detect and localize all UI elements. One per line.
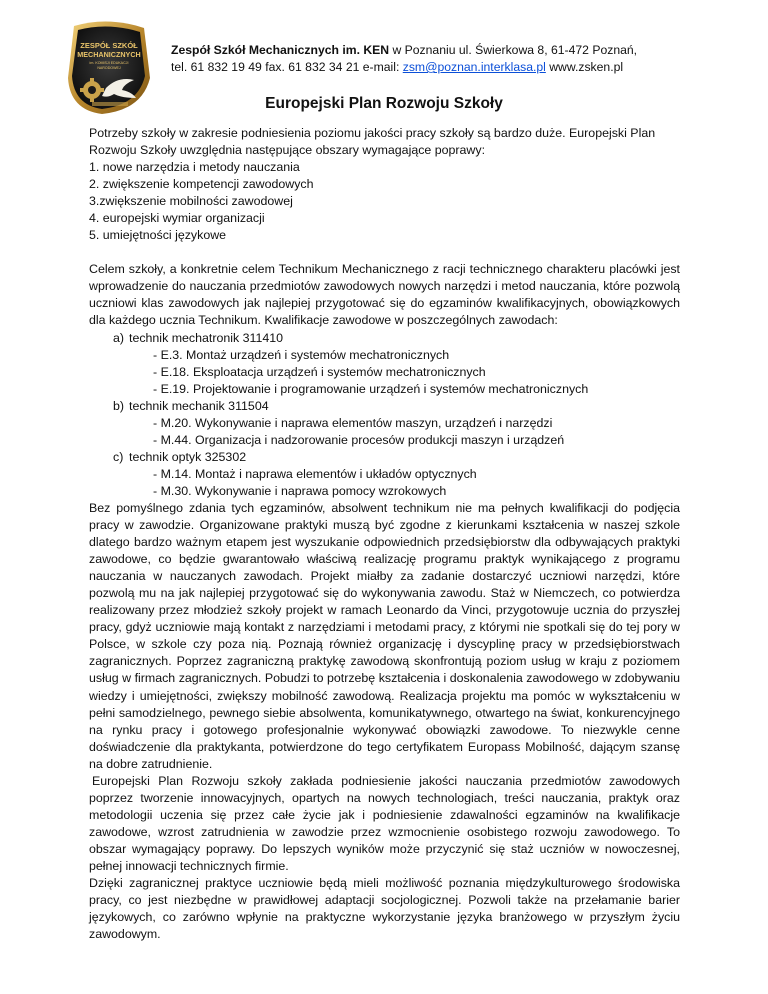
profession-item [113,449,680,466]
logo-text-line-3: im. KOMISJI EDUKACJI [89,61,129,65]
profession-label: c) [113,449,124,464]
letterhead [62,18,722,84]
intro-list-item: 4. europejski wymiar organizacji [89,211,265,226]
contact-line [171,59,637,76]
email-link[interactable]: zsm@poznan.interklasa.pl [402,60,546,74]
intro-list-item: 5. umiejętności językowe [89,228,227,243]
profession-item [113,398,680,415]
plan-paragraph: Europejski Plan Rozwoju szkoły zakłada podniesienie jakości nauczania przedmiotów zawodowych poprzez tworzenie innowacyjnych, opartych na nowych technologiach, treści nauczania, praktyk oraz metodologii uczenia się przez całe życie jak i podniesienie zdawalności egzaminów na kwalifikacje zawodowe, wzrost zatrudnienia w zawodzie przez wzmocnienie osobistego rozwoju zawodowego. To obszar wymagający poprawy. Do lepszych wyników może przyczynić się staż uczniów w nowoczesnej, pełnej innowacji technicznych firmie. [89,773,680,873]
school-address-line [171,42,637,59]
phone-fax: tel. 61 832 19 49 fax. 61 832 34 21 e-mail: [171,60,403,74]
qualification-item: - M.30. Wykonywanie i naprawa pomocy wzrokowych [153,483,447,498]
exam-paragraph: Bez pomyślnego zdania tych egzaminów, absolwent technikum nie ma pełnych kwalifikacji do podjęcia pracy w zawodzie. Organizowane praktyki muszą być zgodne z kierunkami kształcenia w naszej szkole dlatego bardzo ważnym etapem jest wyszukanie odpowiednich przedsiębiorstw dla odbywających praktyki zawodowe, co będzie gwarantowało właściwą realizację programu praktyk wynikającego z programu nauczania w nauczanych zawodach. Projekt miałby za zadanie dostarczyć uczniowi narzędzi, które pozwolą mu na jak najlepiej przygotować się do wykonywania zawodu. Staż w Niemczech, co potwierdza realizowany przez młodzież szkoły projekt w ramach Leonardo da Vinci, przygotowuje ucznia do przyszłej pracy, gdyż uczniowie mają kontakt z narzędziami i metodami pracy, z którymi nie spotkali się do tej pory w Polsce, w szkole czy poza nią. Poznają również organizację i dyscyplinę pracy w przedsiębiorstwach zagranicznych. Poprzez zagraniczną praktykę zawodową skonfrontują poziom usług w kraju z poziomem usług w firmach zagranicznych. Pobudzi to potrzebę kształcenia i doskonalenia zawodowego w zdobywaniu wiedzy i umiejętności, zwiększy mobilność zawodową. Realizacja projektu ma pomóc w wykształceniu w pełni samodzielnego, pewnego siebie absolwenta, komunikatywnego, otwartego na świat, konkurencyjnego na rynku pracy i gotowego profesjonalnie wykonywać obowiązki zawodowe. To niezwykle cenne doświadczenie dla praktykanta, potwierdzone do tego certyfikatem Europass Mobilność, dającym szansę na dobre zatrudnienie. [89,500,680,771]
profession-label: a) [113,330,125,345]
intro-list-item: 3.zwiększenie mobilności zawodowej [89,194,293,209]
qualification-item: - E.3. Montaż urządzeń i systemów mechatronicznych [153,347,450,362]
logo-text-line-2: MECHANICZNYCH [77,50,141,59]
profession-label: b) [113,398,125,413]
document-body [89,125,680,943]
school-contact-block [171,42,637,76]
intro-list-item: 1. nowe narzędzia i metody nauczania [89,160,300,175]
professions-list [89,330,680,500]
qualification-item: - M.14. Montaż i naprawa elementów i układów optycznych [153,466,477,481]
qualification-item: - M.44. Organizacja i nadzorowanie procesów produkcji maszyn i urządzeń [153,432,565,447]
qualification-item: - E.19. Projektowanie i programowanie urządzeń i systemów mechatronicznych [153,381,589,396]
intro-line: Rozwoju Szkoły uwzględnia następujące obszary wymagające poprawy: [89,143,486,158]
website-text: www.zsken.pl [545,60,624,74]
profession-item [113,330,680,347]
intro-line: Potrzeby szkoły w zakresie podniesienia poziomu jakości pracy szkoły są bardzo duże. Europejski Plan [89,126,656,140]
school-address: w Poznaniu ul. Świerkowa 8, 61-472 Poznań, [389,43,638,57]
intro-list-item: 2. zwiększenie kompetencji zawodowych [89,177,314,192]
qualification-item: - M.20. Wykonywanie i naprawa elementów maszyn, urządzeń i narzędzi [153,415,553,430]
goal-paragraph: Celem szkoły, a konkretnie celem Technikum Mechanicznego z racji technicznego charakteru placówki jest wprowadzenie do nauczania przedmiotów zawodowych nowych narzędzi i metod nauczania, które pozwolą uczniowi klas zawodowych jak najlepiej przygotować się do egzaminów kwalifikacyjnych, obowiązkowych dla każdego ucznia Technikum. Kwalifikacje zawodowe w poszczególnych zawodach: [89,262,680,328]
profession-name: technik mechanik 311504 [129,398,269,413]
document-title: Europejski Plan Rozwoju Szkoły [265,95,503,112]
culture-paragraph: Dzięki zagranicznej praktyce uczniowie będą mieli możliwość poznania międzykulturowego środowiska pracy, co jest niezbędne w prawidłowej adaptacji socjologicznej. Pozwoli także na przełamanie barier językowych, co zarówno wpłynie na praktyczne wykorzystanie języka branżowego w przyszłym życiu zawodowym. [89,876,680,942]
qualification-item: - E.18. Eksploatacja urządzeń i systemów mechatronicznych [153,364,486,379]
profession-name: technik optyk 325302 [129,449,247,464]
logo-text-line-1: ZESPÓŁ SZKÓŁ [80,41,138,50]
logo-text-line-4: NARODOWEJ [97,66,121,70]
school-name: Zespół Szkół Mechanicznych im. KEN [171,43,390,57]
profession-name: technik mechatronik 311410 [129,330,284,345]
